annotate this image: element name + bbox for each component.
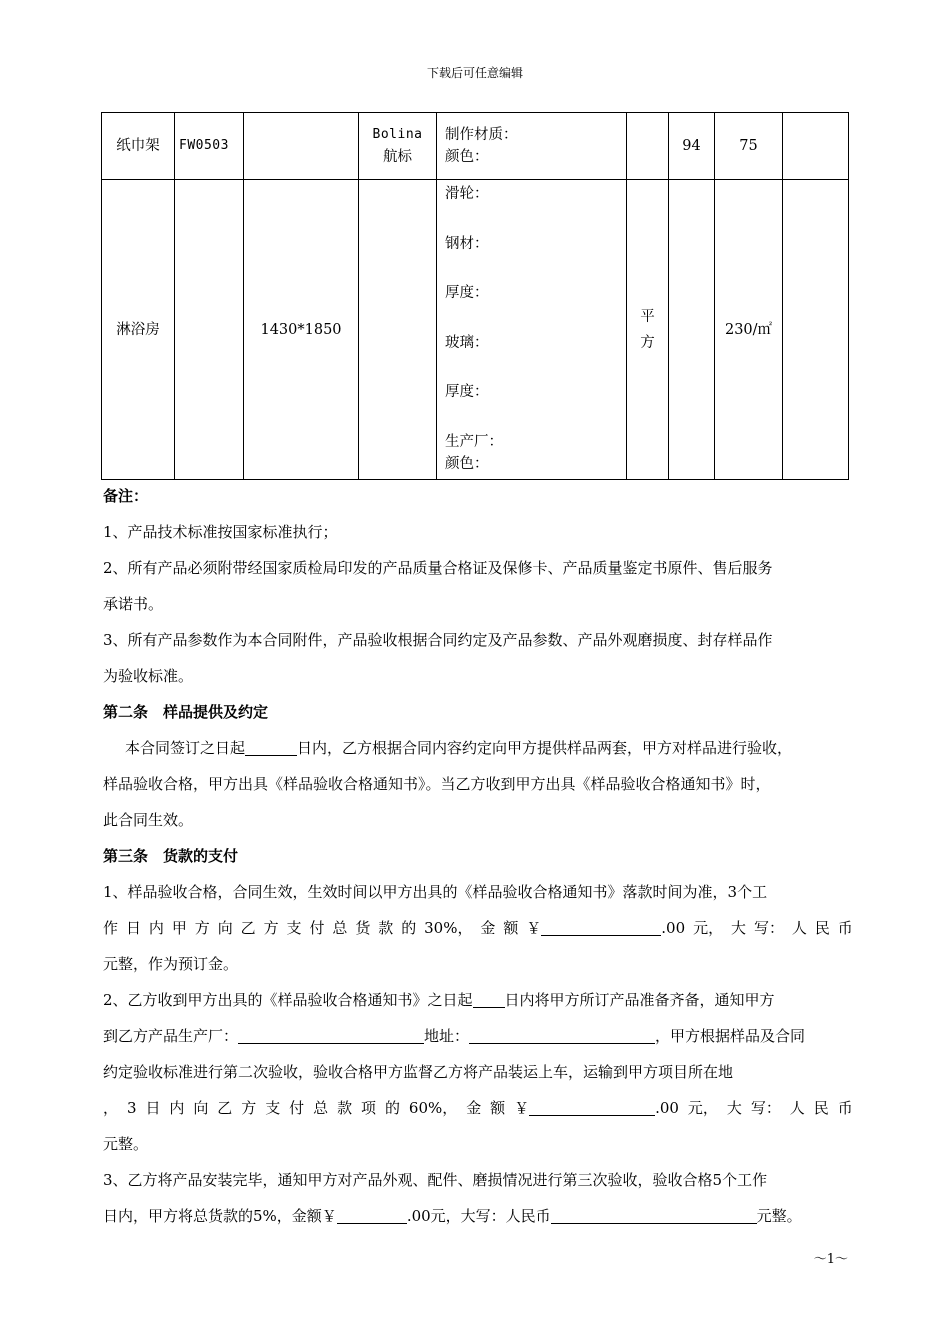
remark-item: 1、产品技术标准按国家标准执行； bbox=[103, 523, 338, 541]
product-unit bbox=[627, 180, 669, 480]
paragraph-line: 到乙方产品生产厂： 地址： ，甲方根据样品及合同 bbox=[103, 1027, 806, 1045]
blank-field[interactable] bbox=[473, 990, 505, 1008]
product-size: 1430*1850 bbox=[244, 180, 359, 480]
product-table bbox=[101, 112, 849, 480]
product-size bbox=[244, 113, 359, 180]
product-name: 淋浴房 bbox=[102, 180, 175, 480]
remarks-title: 备注： bbox=[103, 487, 149, 505]
product-total bbox=[783, 113, 849, 180]
paragraph-line: 约定验收标准进行第二次验收，验收合格甲方监督乙方将产品装运上车，运输到甲方项目所在地 bbox=[103, 1063, 734, 1081]
product-qty bbox=[669, 180, 715, 480]
contract-body bbox=[103, 478, 853, 1234]
paragraph-line: 3、乙方将产品安装完毕，通知甲方对产品外观、配件、磨损情况进行第三次验收，验收合格5个工作 bbox=[103, 1171, 768, 1189]
address-blank[interactable] bbox=[469, 1026, 655, 1044]
unit-char: 平 bbox=[640, 308, 655, 325]
paragraph-line: 元整。 bbox=[103, 1135, 149, 1153]
paragraph-line: 样品验收合格，甲方出具《样品验收合格通知书》。当乙方收到甲方出具《样品验收合格通知书》时， bbox=[103, 775, 771, 793]
spec-line: 颜色： bbox=[445, 149, 489, 165]
spec-line: 厚度： bbox=[445, 285, 489, 301]
product-name: 纸巾架 bbox=[102, 113, 175, 180]
amount-words-blank[interactable] bbox=[551, 1206, 757, 1224]
spec-line: 颜色： bbox=[445, 455, 489, 472]
amount-blank[interactable] bbox=[337, 1206, 407, 1224]
brand-cn: 航标 bbox=[383, 149, 412, 165]
product-brand bbox=[359, 113, 437, 180]
product-specs bbox=[437, 113, 627, 180]
remark-item: 为验收标准。 bbox=[103, 667, 194, 685]
paragraph-line: 日内，甲方将总货款的5%，金额￥ .00元，大写：人民币 元整。 bbox=[103, 1207, 802, 1225]
paragraph-line-justified: ， 3 日 内 向 乙 方 支 付 总 款 项 的 60%， 金 额 ￥ .00 元， 大 写： 人 民 币 bbox=[103, 1099, 853, 1117]
product-model: FW0503 bbox=[175, 113, 244, 180]
product-specs bbox=[437, 180, 627, 480]
product-price: 75 bbox=[715, 113, 783, 180]
spec-line: 生产厂： bbox=[445, 433, 503, 450]
article3-title: 第三条 货款的支付 bbox=[103, 847, 239, 865]
spec-line: 滑轮： bbox=[445, 186, 489, 202]
factory-blank[interactable] bbox=[238, 1026, 424, 1044]
spec-line: 厚度： bbox=[445, 384, 489, 400]
blank-field[interactable] bbox=[245, 738, 297, 756]
amount-blank[interactable] bbox=[541, 918, 661, 936]
amount-blank[interactable] bbox=[529, 1098, 655, 1116]
product-model bbox=[175, 180, 244, 480]
product-unit bbox=[627, 113, 669, 180]
spec-line: 玻璃： bbox=[445, 334, 489, 351]
paragraph-line-justified: 作 日 内 甲 方 向 乙 方 支 付 总 货 款 的 30%， 金 额 ￥ .00 元， 大 写： 人 民 币 bbox=[103, 919, 853, 937]
paragraph-line: 本合同签订之日起 日内，乙方根据合同内容约定向甲方提供样品两套，甲方对样品进行验收， bbox=[125, 739, 793, 757]
table-row bbox=[102, 113, 849, 180]
product-qty: 94 bbox=[669, 113, 715, 180]
remark-item: 3、所有产品参数作为本合同附件，产品验收根据合同约定及产品参数、产品外观磨损度、封存样品作 bbox=[103, 631, 773, 649]
paragraph-line: 元整，作为预订金。 bbox=[103, 955, 239, 973]
remark-item: 承诺书。 bbox=[103, 595, 164, 613]
unit-char: 方 bbox=[640, 334, 655, 351]
spec-line: 制作材质： bbox=[445, 127, 518, 143]
download-note: 下载后可任意编辑 bbox=[426, 66, 523, 80]
product-brand bbox=[359, 180, 437, 480]
page-number: ～1～ bbox=[813, 1252, 848, 1267]
remark-item: 2、所有产品必须附带经国家质检局印发的产品质量合格证及保修卡、产品质量鉴定书原件、售后服务 bbox=[103, 559, 773, 577]
paragraph-line: 2、乙方收到甲方出具的《样品验收合格通知书》之日起 日内将甲方所订产品准备齐备，通知甲方 bbox=[103, 991, 775, 1009]
brand-name: Bolina bbox=[372, 127, 423, 142]
spec-line: 钢材： bbox=[445, 235, 489, 252]
article2-title: 第二条 样品提供及约定 bbox=[103, 703, 269, 721]
paragraph-line: 此合同生效。 bbox=[103, 811, 194, 829]
table-row bbox=[102, 180, 849, 480]
product-total bbox=[783, 180, 849, 480]
paragraph-line: 1、样品验收合格，合同生效，生效时间以甲方出具的《样品验收合格通知书》落款时间为准，3个工 bbox=[103, 883, 768, 901]
product-price: 230/㎡ bbox=[715, 180, 783, 480]
